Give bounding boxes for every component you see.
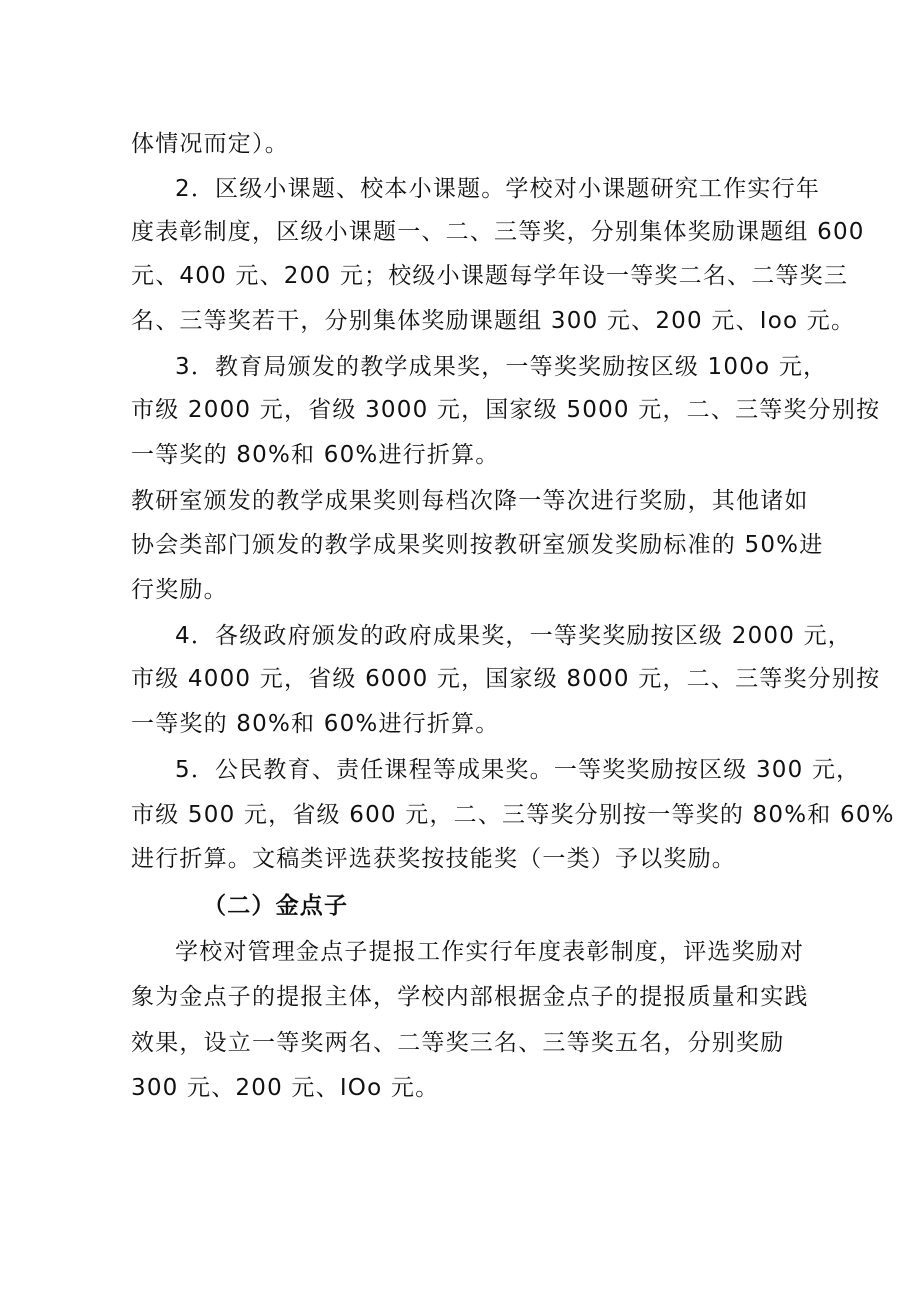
text-line-9: 教研室颁发的教学成果奖则每档次降一等次进行奖励，其他诸如	[131, 488, 809, 514]
text-line-17: 进行折算。文稿类评选获奖按技能奖（一类）予以奖励。	[131, 846, 736, 872]
text-line-13: 市级 4000 元，省级 6000 元，国家级 8000 元，二、三等奖分别按	[131, 666, 881, 692]
text-line-15: 5．公民教育、责任课程等成果奖。一等奖奖励按区级 300 元，	[175, 757, 861, 783]
text-line-12: 4．各级政府颁发的政府成果奖，一等奖奖励按区级 2000 元，	[175, 623, 852, 649]
text-line-21: 300 元、200 元、IOo 元。	[131, 1075, 440, 1101]
text-line-18: 学校对管理金点子提报工作实行年度表彰制度，评选奖励对	[175, 939, 805, 965]
text-line-8: 一等奖的 80%和 60%进行折算。	[131, 442, 500, 468]
section-heading: （二）金点子	[203, 893, 349, 919]
text-line-6: 3．教育局颁发的教学成果奖，一等奖奖励按区级 100o 元，	[175, 354, 828, 380]
text-line-20: 效果，设立一等奖两名、二等奖三名、三等奖五名，分别奖励	[131, 1030, 785, 1056]
text-line-1: 体情况而定）。	[131, 131, 289, 157]
text-line-16: 市级 500 元，省级 600 元，二、三等奖分别按一等奖的 80%和 60%	[131, 802, 895, 828]
text-line-11: 行奖励。	[131, 577, 228, 603]
text-line-3: 度表彰制度，区级小课题一、二、三等奖，分别集体奖励课题组 600	[131, 219, 865, 245]
text-line-2: 2．区级小课题、校本小课题。学校对小课题研究工作实行年	[175, 176, 821, 202]
text-line-10: 协会类部门颁发的教学成果奖则按教研室颁发奖励标准的 50%进	[131, 532, 824, 558]
text-line-5: 名、三等奖若干，分别集体奖励课题组 300 元、200 元、Ioo 元。	[131, 308, 856, 334]
text-line-19: 象为金点子的提报主体，学校内部根据金点子的提报质量和实践	[131, 984, 809, 1010]
text-line-7: 市级 2000 元，省级 3000 元，国家级 5000 元，二、三等奖分别按	[131, 397, 881, 423]
text-line-14: 一等奖的 80%和 60%进行折算。	[131, 711, 500, 737]
text-line-4: 元、400 元、200 元；校级小课题每学年设一等奖二名、二等奖三	[131, 263, 849, 289]
